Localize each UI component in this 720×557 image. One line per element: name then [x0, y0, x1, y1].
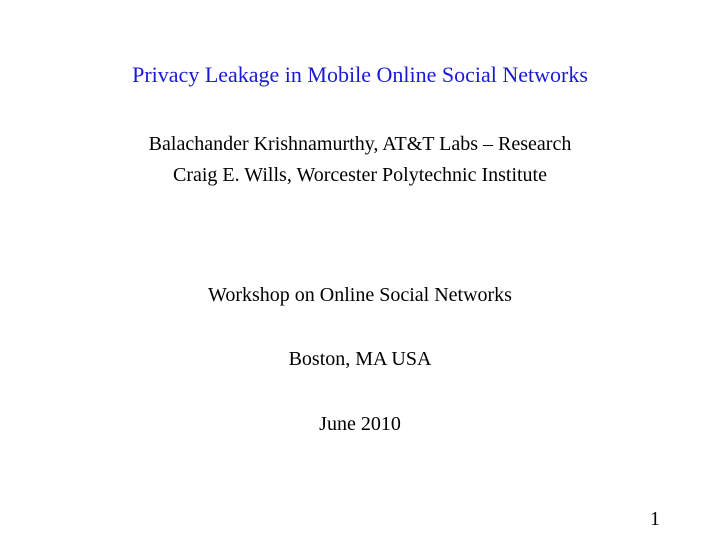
venue-location: Boston, MA USA: [288, 348, 432, 370]
slide-title: Privacy Leakage in Mobile Online Social Networks: [132, 62, 588, 87]
author-line-2: Craig E. Wills, Worcester Polytechnic Institute: [173, 164, 547, 186]
page-number: 1: [650, 508, 660, 530]
presentation-date: June 2010: [319, 413, 401, 435]
venue-name: Workshop on Online Social Networks: [208, 284, 512, 306]
author-line-1: Balachander Krishnamurthy, AT&T Labs – Research: [148, 133, 572, 155]
